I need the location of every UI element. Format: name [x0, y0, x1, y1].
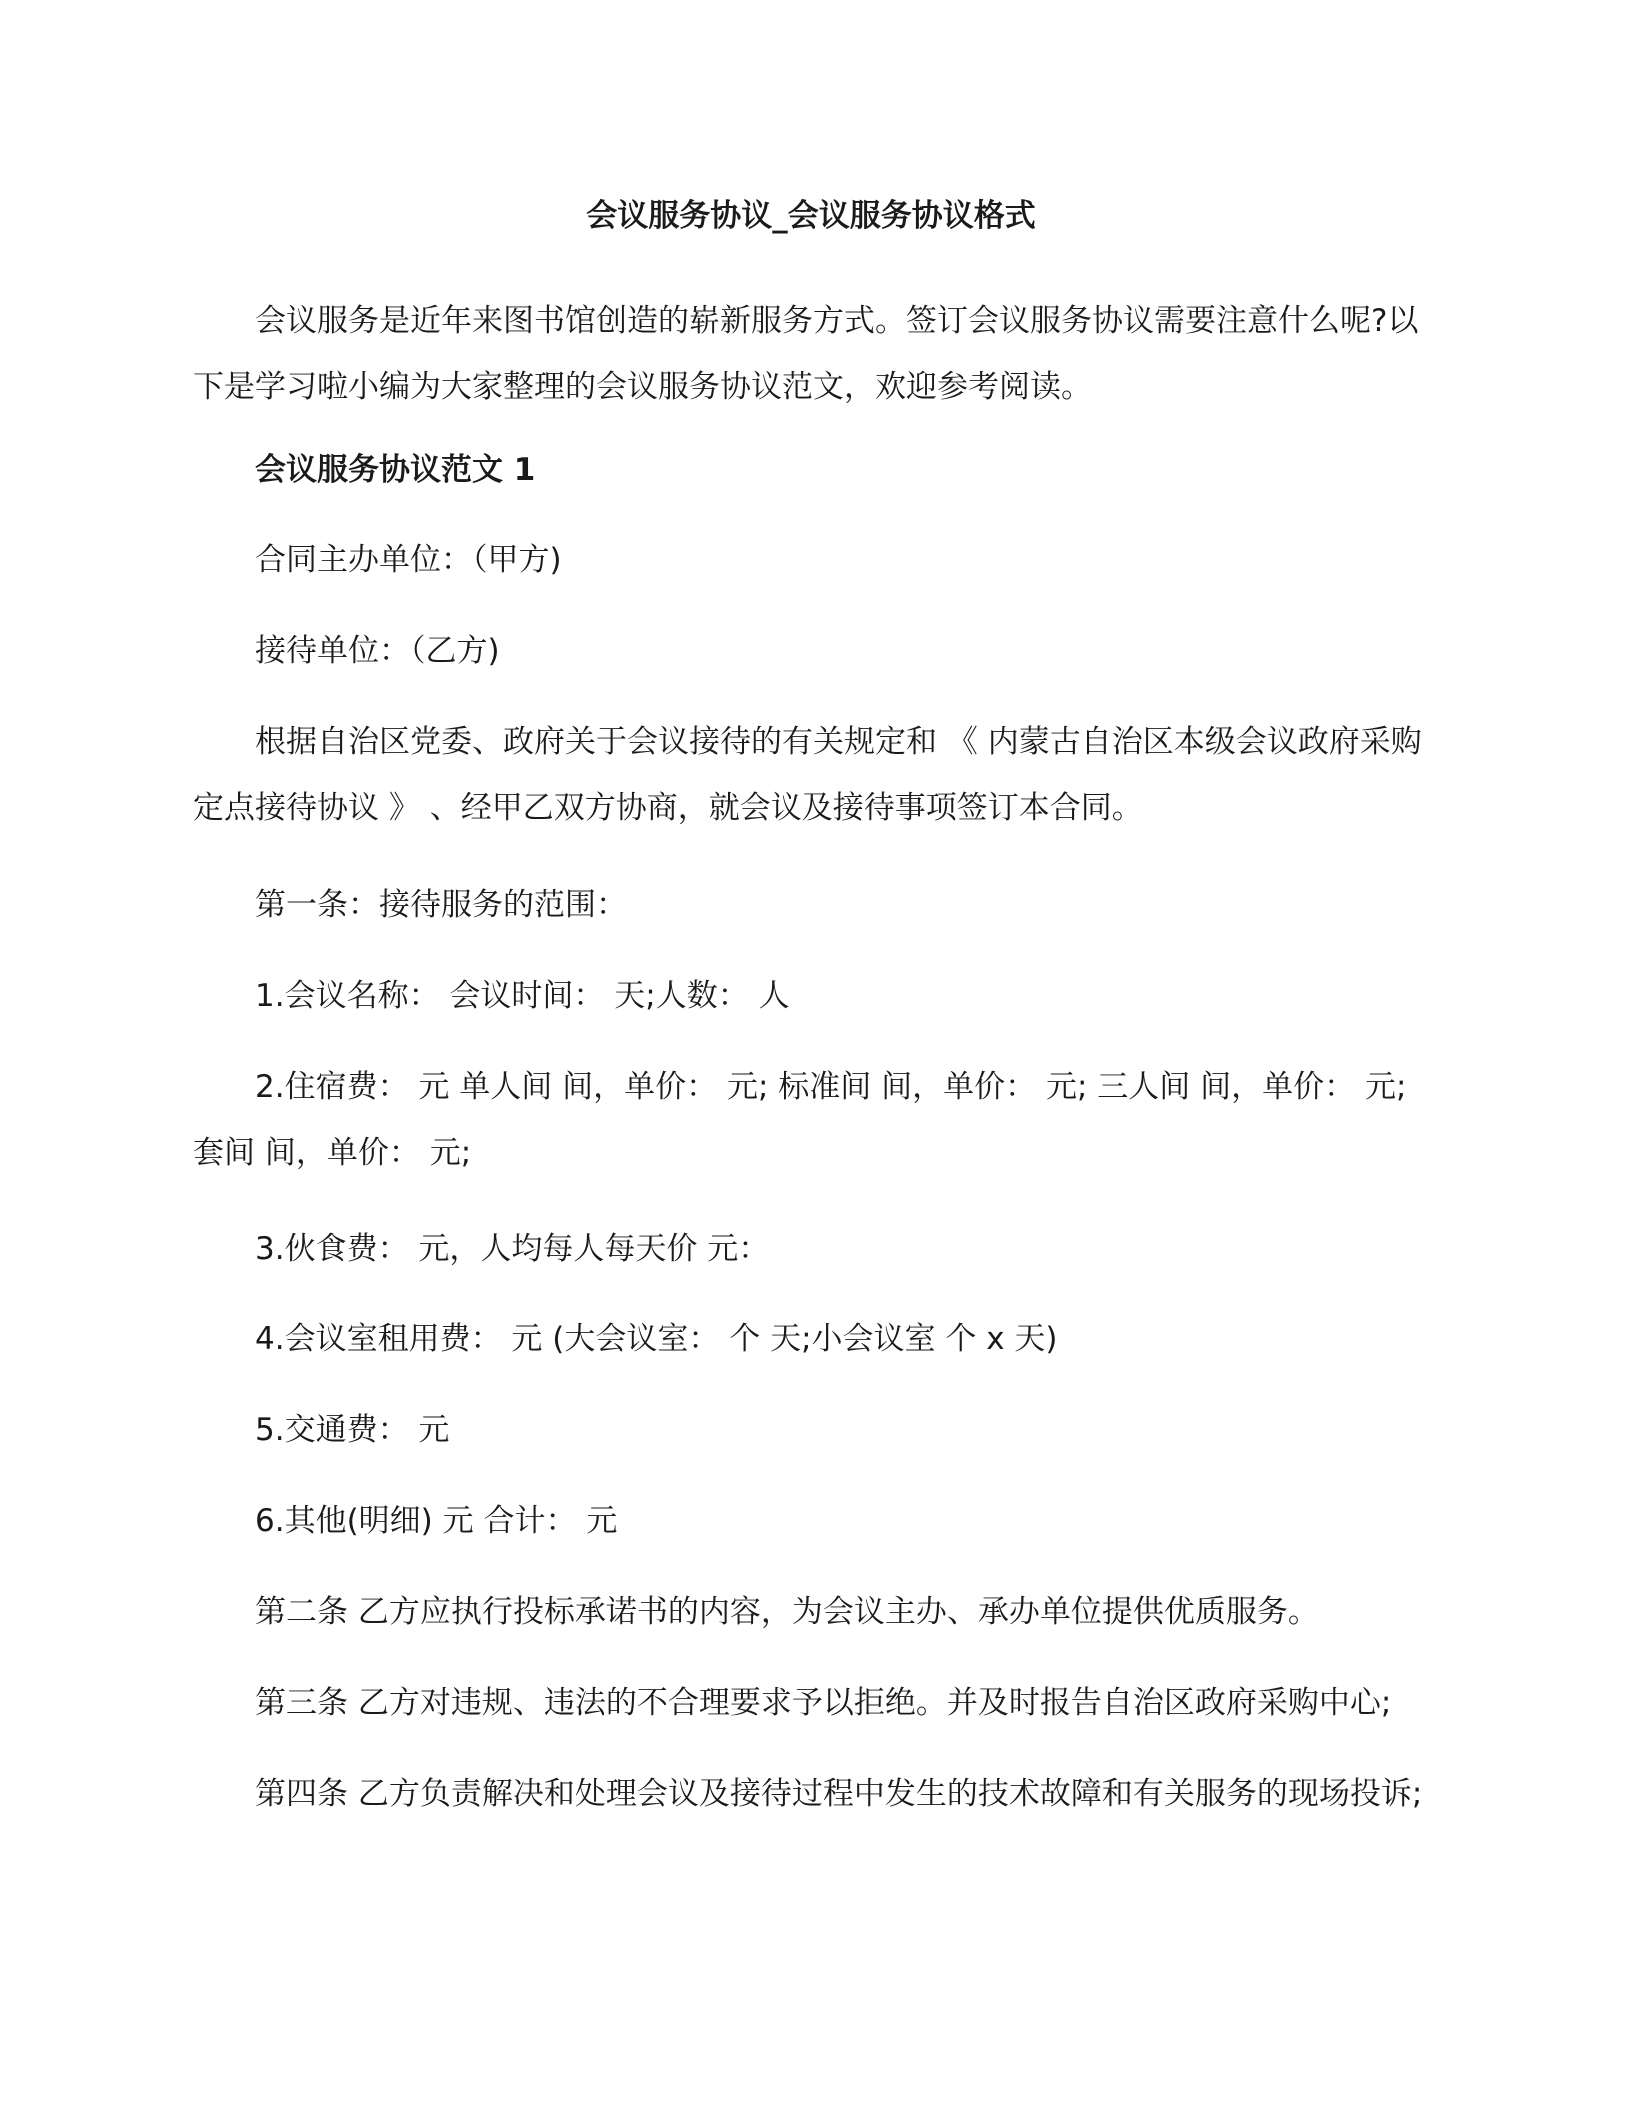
article-4-paragraph: 第四条 乙方负责解决和处理会议及接待过程中发生的技术故障和有关服务的现场投诉;	[255, 1776, 1423, 1812]
item-2-lodging: 2.住宿费： 元 单人间 间，单价： 元; 标准间 间，单价： 元; 三人间 间，单价： 元; 套间 间，单价： 元;	[193, 1069, 1407, 1171]
party-a-line: 合同主办单位：（甲方)	[255, 542, 562, 578]
document-title: 会议服务协议_会议服务协议格式	[586, 198, 1036, 234]
item-3-meals: 3.伙食费： 元，人均每人每天价 元：	[255, 1231, 770, 1267]
sample-heading: 会议服务协议范文 1	[255, 452, 536, 488]
basis-paragraph: 根据自治区党委、政府关于会议接待的有关规定和 《 内蒙古自治区本级会议政府采购定点接待协议 》 、经甲乙双方协商，就会议及接待事项签订本合同。	[193, 724, 1422, 826]
article-1-heading: 第一条：接待服务的范围：	[255, 887, 627, 923]
item-4-room-rental: 4.会议室租用费： 元 (大会议室： 个 天;小会议室 个 x 天)	[255, 1321, 1058, 1357]
item-5-transport: 5.交通费： 元	[255, 1412, 450, 1448]
party-b-line: 接待单位：（乙方)	[255, 633, 500, 669]
article-2-paragraph: 第二条 乙方应执行投标承诺书的内容，为会议主办、承办单位提供优质服务。	[255, 1594, 1319, 1630]
intro-paragraph: 会议服务是近年来图书馆创造的崭新服务方式。签订会议服务协议需要注意什么呢?以下是学习啦小编为大家整理的会议服务协议范文，欢迎参考阅读。	[193, 303, 1419, 405]
article-3-paragraph: 第三条 乙方对违规、违法的不合理要求予以拒绝。并及时报告自治区政府采购中心;	[255, 1685, 1392, 1721]
item-1-meeting: 1.会议名称： 会议时间： 天;人数： 人	[255, 978, 790, 1014]
item-6-other: 6.其他(明细) 元 合计： 元	[255, 1503, 618, 1539]
